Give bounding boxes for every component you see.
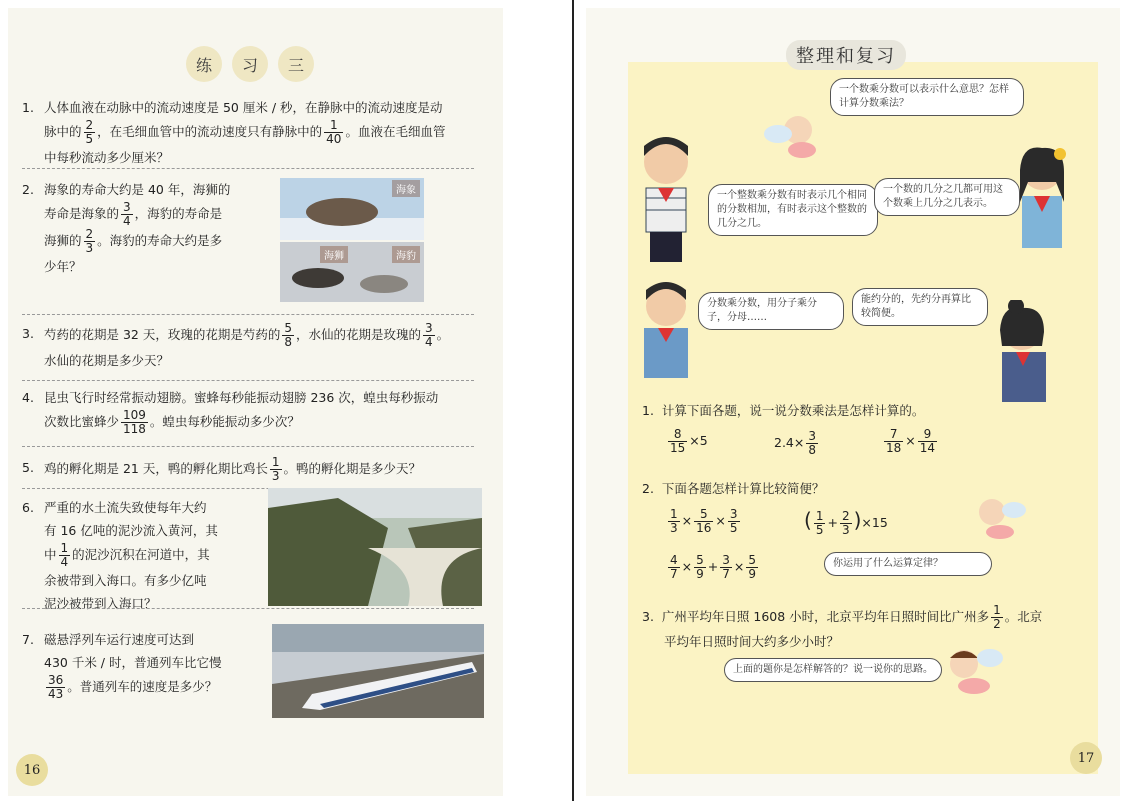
angel-figure — [762, 106, 826, 166]
exercise-title — [186, 46, 314, 82]
problem-6: 6. 严重的水土流失致使每年大约 有 16 亿吨的泥沙流入黄河，其 中 $\frac{1}{4}$ 的泥沙沉积在河道中，其 余被带到入海口。有多少亿吨 泥沙被带到入海口？ — [22, 500, 218, 611]
fraction: $\frac{2}{3}$ — [85, 227, 94, 255]
problem-3: 3. 芍药的花期是 32 天，玫瑰的花期是芍药的 $\frac{5}{8}$ ，水仙的花期是玫瑰的 $\frac{3}{4}$ 。 水仙的花期是多少天？ — [22, 321, 450, 368]
divider — [22, 446, 474, 447]
fraction: $\frac{1}{3}$ — [271, 455, 280, 483]
bubble-boy2: 分数乘分数，用分子乘分子，分母…… — [698, 292, 844, 330]
animals-photo — [280, 178, 424, 302]
problem-4: 4. 昆虫飞行时经常振动翅膀。蜜蜂每秒能振动翅膀 236 次，蝗虫每秒振动 次数比蜜蜂少 $\frac{109}{118}$ 。蝗虫每秒能振动多少次？ — [22, 390, 439, 436]
q2-expression-2: ( $\frac{1}{5}$ + $\frac{2}{3}$ )×15 — [804, 508, 888, 537]
bubble-angel3: 上面的题你是怎样解答的？说一说你的思路。 — [724, 658, 942, 682]
q2-expression-1: $\frac{1}{3}$ × $\frac{5}{16}$ × $\frac{3}{5}$ — [670, 507, 738, 535]
girl-figure-1 — [1008, 142, 1072, 256]
bubble-top: 一个数乘分数可以表示什么意思？怎样计算分数乘法？ — [830, 78, 1024, 116]
review-title: 整理和复习 — [786, 40, 906, 70]
title-char-1: 练 — [186, 46, 222, 82]
fraction: $\frac{3}{4}$ — [123, 200, 131, 228]
review-question-2: 2. 下面各题怎样计算比较简便？ — [642, 481, 825, 496]
divider — [22, 168, 474, 169]
q1-expression-1: $\frac{8}{15}$ ×5 — [670, 427, 708, 455]
page-number-17: 17 — [1070, 742, 1102, 774]
boy-figure-1 — [632, 132, 702, 276]
maglev-train-photo — [272, 624, 484, 718]
q1-expression-2: 2.4× $\frac{3}{8}$ — [774, 429, 816, 457]
review-question-3: 3. 广州平均年日照 1608 小时，北京平均年日照时间比广州多 $\frac{1}{2}$ 。北京 平均年日照时间大约多少小时？ — [642, 603, 1043, 649]
angel-figure-2 — [968, 492, 1028, 546]
problem-5: 5. 鸡的孵化期是 21 天，鸭的孵化期比鸡长 $\frac{1}{3}$ 。鸭的孵化期是多少天？ — [22, 455, 422, 483]
girl-figure-2 — [986, 300, 1056, 414]
bubble-girl2: 能约分的，先约分再算比较简便。 — [852, 288, 988, 326]
divider — [22, 314, 474, 315]
bubble-angel2: 你运用了什么运算定律？ — [824, 552, 992, 576]
angel-figure-3 — [940, 638, 1006, 702]
right-page — [586, 8, 1120, 796]
divider — [22, 608, 474, 609]
sea-lion-label: 海狮 — [320, 246, 348, 263]
divider — [22, 380, 474, 381]
problem-1: 1. 人体血液在动脉中的流动速度是 50 厘米 / 秒，在静脉中的流动速度是动 脉中的 $\frac{2}{5}$ ，在毛细血管中的流动速度只有静脉中的 $\frac{1}{40}$ 。血液在毛细血管 中每秒流动多少厘米？ — [22, 100, 446, 165]
problem-2: 2. 海象的寿命大约是 40 年，海狮的 寿命是海象的 $\frac{3}{4}$ ，海豹的寿命是 海狮的 $\frac{2}{3}$ 。海豹的寿命大约是多 少年？ — [22, 182, 231, 274]
q2-expression-3: $\frac{4}{7}$ × $\frac{5}{9}$ + $\frac{3}{7}$ × $\frac{5}{9}$ — [670, 553, 757, 581]
left-page — [8, 8, 503, 796]
fraction: $\frac{1}{40}$ — [326, 118, 342, 146]
page-number-16: 16 — [16, 754, 48, 786]
bubble-boy1: 一个整数乘分数有时表示几个相同的分数相加，有时表示这个整数的几分之几。 — [708, 184, 878, 236]
fraction: $\frac{1}{4}$ — [60, 541, 69, 569]
fraction: $\frac{2}{5}$ — [85, 118, 94, 146]
title-char-2: 习 — [232, 46, 268, 82]
problem-7: 7. 磁悬浮列车运行速度可达到 430 千米 / 时，普通列车比它慢 $\frac{36}{43}$ 。普通列车的速度是多少？ — [22, 632, 222, 701]
fraction: $\frac{36}{43}$ — [48, 673, 64, 701]
bubble-girl1: 一个数的几分之几都可用这个数乘上几分之几表示。 — [874, 178, 1020, 216]
q1-expression-3: $\frac{7}{18}$ × $\frac{9}{14}$ — [886, 427, 936, 455]
river-photo — [268, 488, 482, 606]
fraction: $\frac{109}{118}$ — [123, 408, 146, 436]
boy-figure-2 — [636, 278, 700, 392]
seal-label: 海豹 — [392, 246, 420, 263]
fraction: $\frac{5}{8}$ — [284, 321, 292, 349]
title-char-3: 三 — [278, 46, 314, 82]
walrus-label: 海象 — [392, 180, 420, 197]
book-spine — [572, 0, 574, 801]
fraction: $\frac{3}{4}$ — [425, 321, 433, 349]
review-question-1: 1. 计算下面各题，说一说分数乘法是怎样计算的。 — [642, 403, 925, 418]
